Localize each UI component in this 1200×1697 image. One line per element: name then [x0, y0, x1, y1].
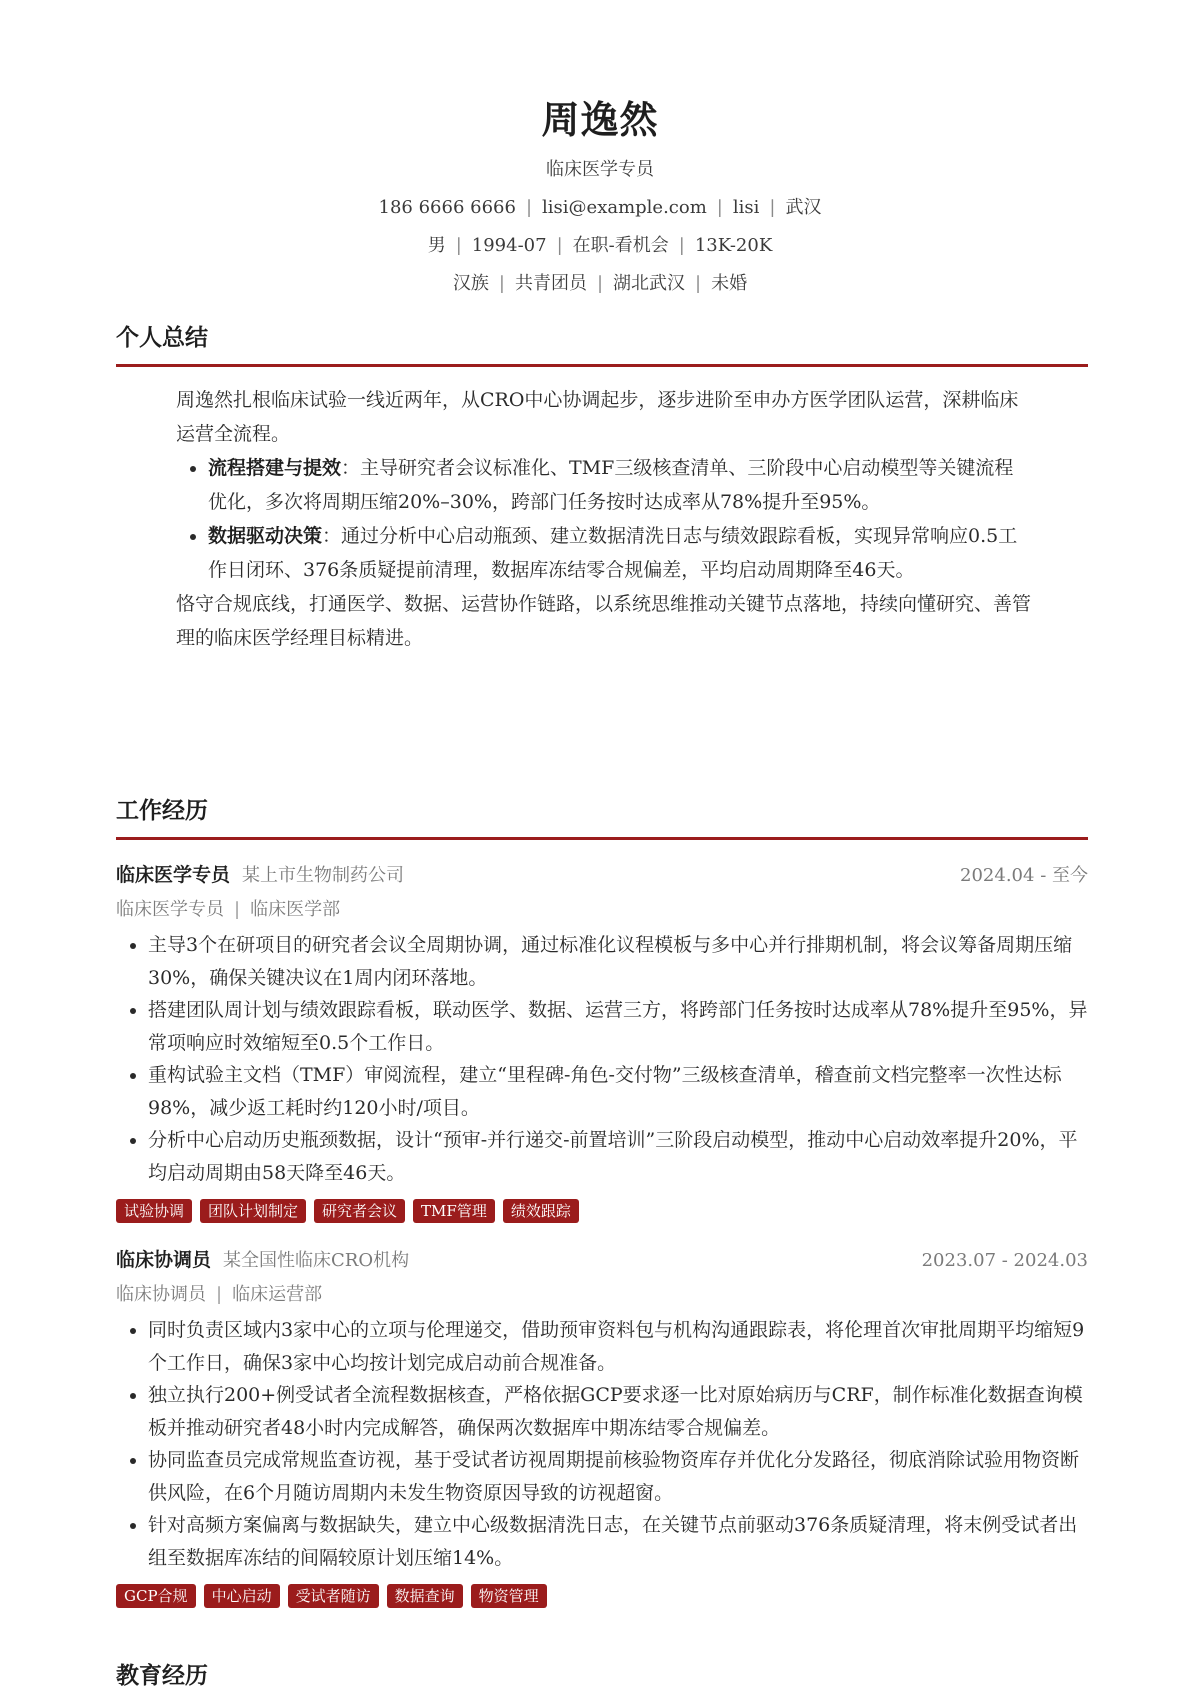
- hometown: 湖北武汉: [613, 273, 686, 294]
- resume-header: [0, 0, 1200, 296]
- extra-info-line: [0, 272, 1200, 296]
- candidate-title: 临床医学专员: [546, 159, 654, 180]
- job-bullet: • 搭建团队周计划与绩效跟踪看板，联动医学、数据、运营三方，将跨部门任务按时达成率从78%提升至95%，异常项响应时效缩短至0.5个工作日。: [148, 994, 1088, 1059]
- summary-closing: 恪守合规底线，打通医学、数据、运营协作链路，以系统思维推动关键节点落地，持续向懂研究、善管理的临床医学经理目标精进。: [176, 593, 1032, 649]
- candidate-name: 周逸然: [541, 97, 659, 142]
- skill-tag: 受试者随访: [288, 1584, 379, 1608]
- education-heading: 教育经历: [116, 1662, 208, 1689]
- job-bullet: • 同时负责区域内3家中心的立项与伦理递交，借助预审资料包与机构沟通跟踪表，将伦理首次审批周期平均缩短9个工作日，确保3家中心均按计划完成启动前合规准备。: [148, 1314, 1088, 1379]
- skill-tag: 中心启动: [204, 1584, 280, 1608]
- job-header: [116, 860, 1088, 887]
- summary-heading: 个人总结: [116, 324, 208, 351]
- job-bullet: • 独立执行200+例受试者全流程数据核查，严格依据GCP要求逐一比对原始病历与CRF，制作标准化数据查询模板并推动研究者48小时内完成解答，确保两次数据库中期冻结零合规偏差。: [148, 1379, 1088, 1444]
- contact-line: [0, 196, 1200, 220]
- basic-info-line: [0, 234, 1200, 258]
- summary-intro: 周逸然扎根临床试验一线近两年，从CRO中心协调起步，逐步进阶至申办方医学团队运营，深耕临床运营全流程。: [176, 389, 1019, 445]
- political-status: 共青团员: [514, 273, 587, 294]
- separator: |: [498, 273, 505, 294]
- bullet-text: ：主导研究者会议标准化、TMF三级核查清单、三阶段中心启动模型等关键流程优化，多次将周期压缩20%–30%，跨部门任务按时达成率从78%提升至95%。: [208, 457, 1014, 513]
- skill-tag: 物资管理: [471, 1584, 547, 1608]
- job-position: 临床医学专员: [116, 899, 224, 920]
- separator: |: [769, 197, 776, 218]
- job-title-group: [116, 860, 404, 887]
- ethnicity: 汉族: [452, 273, 489, 294]
- job-bullet: • 针对高频方案偏离与数据缺失，建立中心级数据清洗日志，在关键节点前驱动376条质疑清理，将末例受试者出组至数据库冻结的间隔较原计划压缩14%。: [148, 1509, 1088, 1574]
- separator: |: [455, 235, 462, 256]
- job-subline: [116, 897, 1088, 923]
- job-subline: [116, 1282, 1088, 1308]
- job-position: 临床协调员: [116, 1284, 206, 1305]
- job-bullet: • 分析中心启动历史瓶颈数据，设计“预审-并行递交-前置培训”三阶段启动模型，推动中心启动效率提升20%，平均启动周期由58天降至46天。: [148, 1124, 1088, 1189]
- summary-section: [116, 322, 1088, 655]
- job-title-group: [116, 1245, 409, 1272]
- skill-tag: TMF管理: [413, 1199, 495, 1223]
- email-address: lisi@example.com: [542, 197, 707, 218]
- separator: |: [216, 1284, 223, 1305]
- job-bullets: [116, 1314, 1088, 1574]
- job-department: 临床医学部: [250, 899, 341, 920]
- skill-tag: 研究者会议: [314, 1199, 405, 1223]
- job-status: 在职-看机会: [572, 235, 669, 256]
- phone-number: 186 6666 6666: [378, 197, 516, 218]
- job-company: 某上市生物制药公司: [242, 865, 405, 886]
- birth-date: 1994-07: [471, 235, 547, 256]
- job-role: 临床协调员: [116, 1249, 212, 1271]
- summary-bullets: [176, 451, 1032, 587]
- bullet-text: ：通过分析中心启动瓶颈、建立数据清洗日志与绩效跟踪看板，实现异常响应0.5工作日闭环、376条质疑提前清理，数据库冻结零合规偏差，平均启动周期降至46天。: [208, 525, 1018, 581]
- separator: |: [525, 197, 533, 218]
- job-company: 某全国性临床CRO机构: [223, 1250, 410, 1271]
- job-role: 临床医学专员: [116, 864, 231, 886]
- separator: |: [596, 273, 604, 294]
- bullet-label: 流程搭建与提效: [208, 457, 342, 479]
- bullet-label: 数据驱动决策: [208, 525, 323, 547]
- job-bullets: [116, 929, 1088, 1189]
- job-entry: [116, 1245, 1088, 1608]
- skill-tags: [116, 1199, 1088, 1223]
- job-entry: [116, 860, 1088, 1223]
- job-header: [116, 1245, 1088, 1272]
- job-bullet: • 重构试验主文档（TMF）审阅流程，建立“里程碑-角色-交付物”三级核查清单，稽查前文档完整率一次性达标98%，减少返工耗时约120小时/项目。: [148, 1059, 1088, 1124]
- gender: 男: [427, 235, 446, 256]
- separator: |: [234, 899, 241, 920]
- education-section: [116, 1660, 1088, 1692]
- skill-tag: 绩效跟踪: [503, 1199, 579, 1223]
- work-heading: 工作经历: [116, 797, 208, 824]
- summary-bullet: [208, 519, 1032, 587]
- skill-tag: 数据查询: [387, 1584, 463, 1608]
- separator: |: [716, 197, 723, 218]
- summary-bullet: [208, 451, 1032, 519]
- expected-salary: 13K-20K: [694, 235, 773, 256]
- section-divider: [116, 364, 1088, 367]
- city: 武汉: [785, 197, 822, 218]
- job-date: 2023.07 - 2024.03: [921, 1250, 1088, 1271]
- wechat-id: lisi: [732, 197, 760, 218]
- work-section: [116, 795, 1088, 1608]
- separator: |: [678, 235, 685, 256]
- skill-tag: 试验协调: [116, 1199, 192, 1223]
- job-department: 临床运营部: [232, 1284, 323, 1305]
- section-divider: [116, 837, 1088, 840]
- job-bullet: • 协同监查员完成常规监查访视，基于受试者访视周期提前核验物资库存并优化分发路径，彻底消除试验用物资断供风险，在6个月随访周期内未发生物资原因导致的访视超窗。: [148, 1444, 1088, 1509]
- separator: |: [695, 273, 702, 294]
- job-bullet: • 主导3个在研项目的研究者会议全周期协调，通过标准化议程模板与多中心并行排期机制，将会议筹备周期压缩30%，确保关键决议在1周内闭环落地。: [148, 929, 1088, 994]
- separator: |: [556, 235, 563, 256]
- skill-tag: GCP合规: [116, 1584, 196, 1608]
- skill-tag: 团队计划制定: [200, 1199, 306, 1223]
- marital-status: 未婚: [711, 273, 748, 294]
- summary-body: [116, 383, 1088, 655]
- skill-tags: [116, 1584, 1088, 1608]
- job-date: 2024.04 - 至今: [960, 865, 1088, 886]
